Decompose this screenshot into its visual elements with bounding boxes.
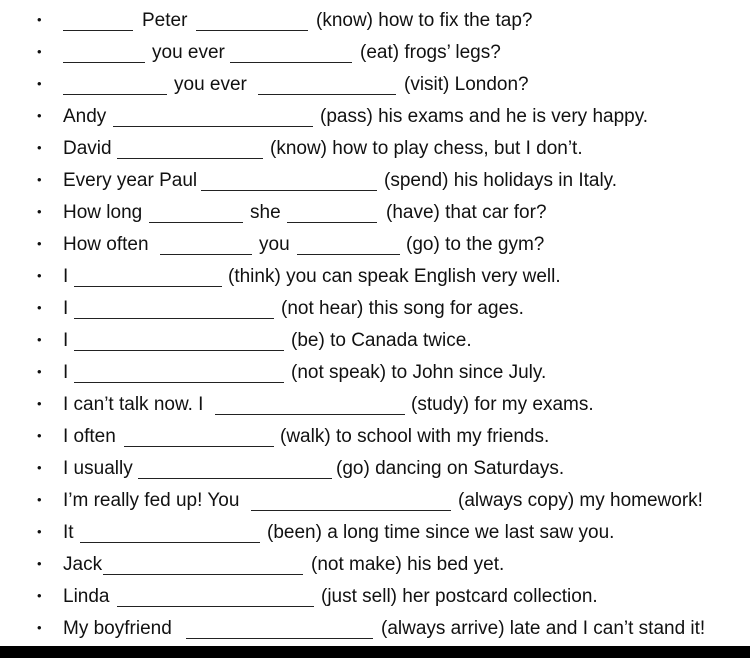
answer-blank[interactable] — [74, 265, 222, 287]
sentence-text: Andy — [63, 106, 107, 127]
exercise-sentence — [0, 41, 750, 71]
sentence-text: (not make) his bed yet. — [311, 554, 505, 575]
bullet-icon: • — [37, 524, 42, 539]
exercise-sentence — [0, 553, 750, 583]
bullet-icon: • — [37, 396, 42, 411]
answer-blank[interactable] — [63, 41, 145, 63]
bullet-icon: • — [37, 364, 42, 379]
exercise-sentence — [0, 9, 750, 39]
answer-blank[interactable] — [63, 9, 133, 31]
bullet-icon: • — [37, 236, 42, 251]
exercise-sentence — [0, 361, 750, 391]
sentence-text: (study) for my exams. — [411, 394, 594, 415]
answer-blank[interactable] — [287, 201, 377, 223]
exercise-sentence — [0, 105, 750, 135]
answer-blank[interactable] — [138, 457, 332, 479]
exercise-sentence — [0, 169, 750, 199]
answer-blank[interactable] — [80, 521, 260, 543]
bullet-icon: • — [37, 76, 42, 91]
sentence-text: I — [63, 330, 69, 351]
sentence-text: I usually — [63, 458, 133, 479]
bullet-icon: • — [37, 492, 42, 507]
sentence-text: you ever — [152, 42, 225, 63]
sentence-text: you — [259, 234, 290, 255]
bullet-icon: • — [37, 140, 42, 155]
exercise-sentence — [0, 329, 750, 359]
bullet-icon: • — [37, 204, 42, 219]
sentence-text: (go) dancing on Saturdays. — [336, 458, 565, 479]
exercise-sentence — [0, 585, 750, 615]
sentence-text: Jack — [63, 554, 103, 575]
exercise-sentence — [0, 137, 750, 167]
answer-blank[interactable] — [230, 41, 352, 63]
sentence-text: (just sell) her postcard collection. — [321, 586, 598, 607]
answer-blank[interactable] — [186, 617, 373, 639]
answer-blank[interactable] — [117, 137, 263, 159]
sentence-text: David — [63, 138, 112, 159]
sentence-text: you ever — [174, 74, 247, 95]
exercise-sentence — [0, 457, 750, 487]
answer-blank[interactable] — [160, 233, 252, 255]
exercise-sentence — [0, 617, 750, 647]
sentence-text: I — [63, 362, 69, 383]
sentence-text: I’m really fed up! You — [63, 490, 240, 511]
answer-blank[interactable] — [113, 105, 313, 127]
sentence-text: It — [63, 522, 74, 543]
sentence-text: Linda — [63, 586, 110, 607]
sentence-text: My boyfriend — [63, 618, 172, 639]
sentence-text: (pass) his exams and he is very happy. — [320, 106, 649, 127]
answer-blank[interactable] — [117, 585, 314, 607]
bullet-icon: • — [37, 428, 42, 443]
sentence-text: (always copy) my homework! — [458, 490, 703, 511]
exercise-sentence — [0, 233, 750, 263]
bullet-icon: • — [37, 268, 42, 283]
answer-blank[interactable] — [74, 329, 284, 351]
bullet-icon: • — [37, 108, 42, 123]
bullet-icon: • — [37, 620, 42, 635]
sentence-text: Peter — [142, 10, 188, 31]
sentence-text: Every year Paul — [63, 170, 198, 191]
bullet-icon: • — [37, 44, 42, 59]
sentence-text: she — [250, 202, 281, 223]
exercise-sentence — [0, 489, 750, 519]
bullet-icon: • — [37, 172, 42, 187]
sentence-text: (eat) frogs’ legs? — [360, 42, 501, 63]
sentence-text: I can’t talk now. I — [63, 394, 204, 415]
answer-blank[interactable] — [258, 73, 396, 95]
bullet-icon: • — [37, 588, 42, 603]
exercise-sentence — [0, 201, 750, 231]
sentence-text: I often — [63, 426, 116, 447]
bullet-icon: • — [37, 12, 42, 27]
sentence-text: (go) to the gym? — [406, 234, 545, 255]
sentence-text: (been) a long time since we last saw you. — [267, 522, 615, 543]
exercise-sentence — [0, 297, 750, 327]
bottom-black-bar — [0, 646, 750, 658]
bullet-icon: • — [37, 300, 42, 315]
sentence-text: (think) you can speak English very well. — [228, 266, 561, 287]
sentence-text: How often — [63, 234, 149, 255]
answer-blank[interactable] — [251, 489, 451, 511]
answer-blank[interactable] — [297, 233, 400, 255]
answer-blank[interactable] — [124, 425, 274, 447]
sentence-text: (spend) his holidays in Italy. — [384, 170, 618, 191]
sentence-text: (have) that car for? — [386, 202, 547, 223]
sentence-text: I — [63, 266, 69, 287]
exercise-sentence — [0, 521, 750, 551]
exercise-sentence — [0, 265, 750, 295]
exercise-sentence — [0, 73, 750, 103]
sentence-text: How long — [63, 202, 143, 223]
answer-blank[interactable] — [74, 361, 284, 383]
answer-blank[interactable] — [63, 73, 167, 95]
sentence-text: I — [63, 298, 69, 319]
bullet-icon: • — [37, 460, 42, 475]
sentence-text: (know) how to fix the tap? — [316, 10, 533, 31]
bullet-icon: • — [37, 556, 42, 571]
answer-blank[interactable] — [215, 393, 405, 415]
sentence-text: (walk) to school with my friends. — [280, 426, 550, 447]
answer-blank[interactable] — [103, 553, 303, 575]
answer-blank[interactable] — [74, 297, 274, 319]
sentence-text: (be) to Canada twice. — [291, 330, 472, 351]
exercise-sentence — [0, 425, 750, 455]
answer-blank[interactable] — [149, 201, 243, 223]
sentence-text: (visit) London? — [404, 74, 529, 95]
sentence-text: (know) how to play chess, but I don’t. — [270, 138, 583, 159]
answer-blank[interactable] — [196, 9, 308, 31]
exercise-sentence — [0, 393, 750, 423]
sentence-text: (always arrive) late and I can’t stand it! — [381, 618, 706, 639]
answer-blank[interactable] — [201, 169, 377, 191]
bullet-icon: • — [37, 332, 42, 347]
sentence-text: (not speak) to John since July. — [291, 362, 547, 383]
sentence-text: (not hear) this song for ages. — [281, 298, 524, 319]
